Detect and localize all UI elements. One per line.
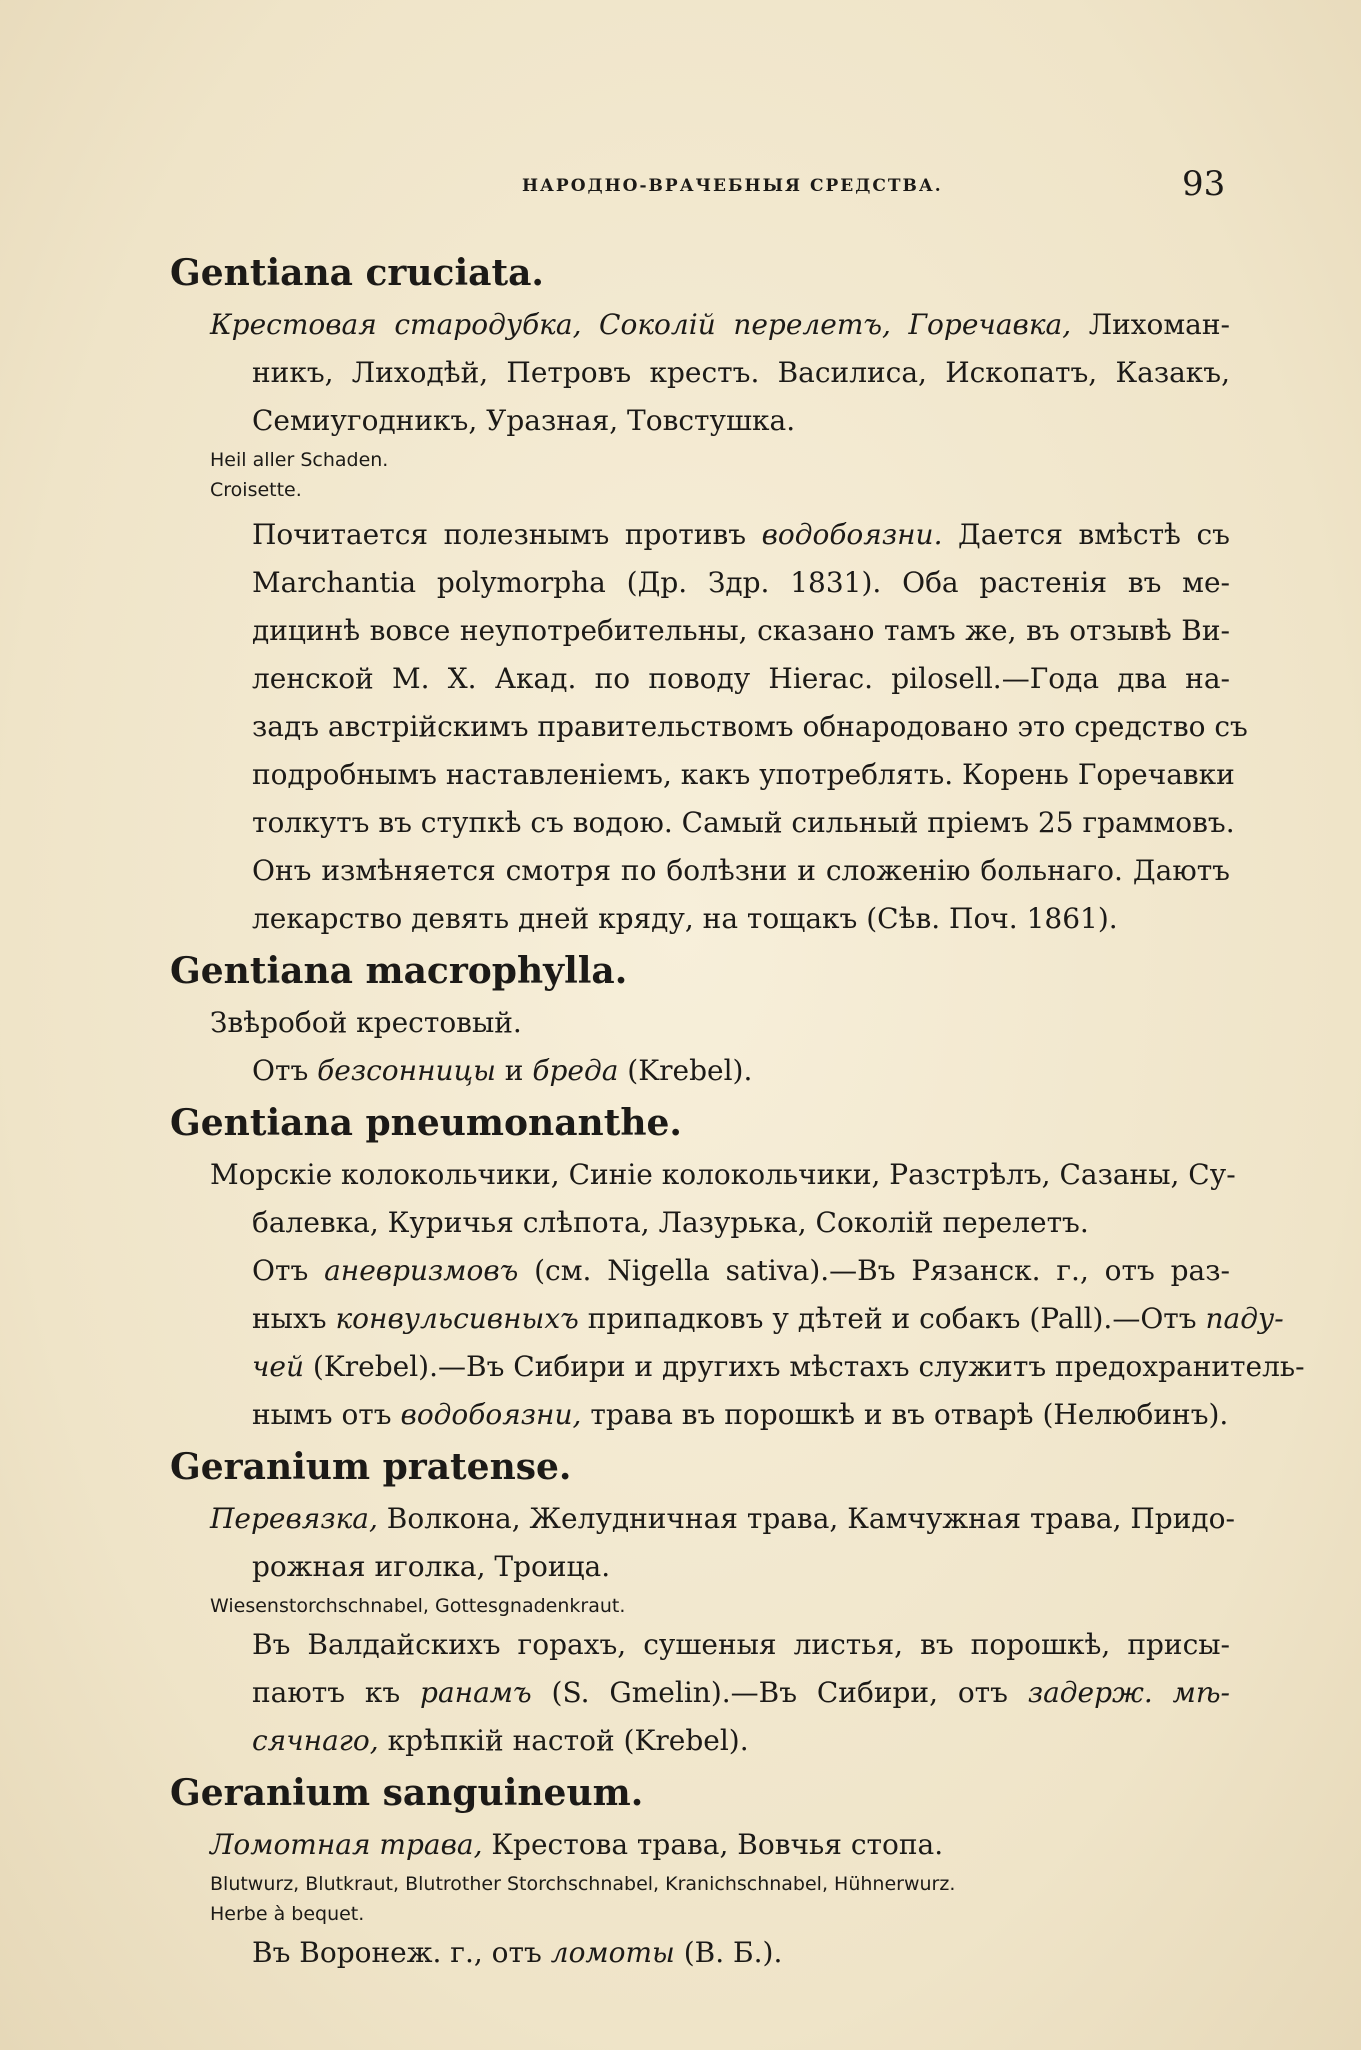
text-line: Marchantia polymorpha (Др. Здр. 1831). Оба растенія въ ме- (252, 566, 1230, 599)
text-line: ленской М. Х. Акад. по поводу Hierac. pilosell.—Года два на- (252, 662, 1230, 695)
text-line: нымъ отъ водобоязни, трава въ порошкѣ и въ отварѣ (Нелюбинъ). (252, 1398, 1229, 1431)
text-line: задъ австрійскимъ правительствомъ обнародовано это средство съ (252, 710, 1248, 743)
entry-title: Gentiana pneumonanthe. (170, 1102, 682, 1144)
names-line: Семиугодникъ, Уразная, Товстушка. (252, 404, 796, 437)
text-line: дицинѣ вовсе неупотребительны, сказано тамъ же, въ отзывѣ Ви- (252, 614, 1230, 647)
names-line: Крестовая стародубка, Соколій перелетъ, Горечавка, Лихоман- (210, 308, 1230, 341)
names-line: никъ, Лиходѣй, Петровъ крестъ. Василиса, Ископатъ, Казакъ, (252, 356, 1230, 389)
names-line: рожная иголка, Троица. (252, 1550, 611, 1583)
names-line: балевка, Куричья слѣпота, Лазурька, Соколій перелетъ. (252, 1206, 1089, 1239)
entry-title: Geranium sanguineum. (170, 1772, 644, 1814)
text-line: подробнымъ наставленіемъ, какъ употреблять. Корень Горечавки (252, 758, 1235, 791)
foreign-name: Croisette. (210, 479, 302, 501)
text-line: Онъ измѣняется смотря по болѣзни и сложенію больнаго. Даютъ (252, 854, 1230, 887)
foreign-name: Wiesenstorchschnabel, Gottesgnadenkraut. (210, 1595, 626, 1617)
text-line: Отъ безсонницы и бреда (Krebel). (252, 1054, 753, 1087)
page-number: 93 (1182, 164, 1226, 204)
text-line: Почитается полезнымъ противъ водобоязни. Дается вмѣстѣ съ (252, 518, 1230, 551)
names-line: Морскіе колокольчики, Синіе колокольчики, Разстрѣлъ, Сазаны, Су- (210, 1158, 1236, 1191)
entry-title: Geranium pratense. (170, 1446, 572, 1488)
names-line: Ломотная трава, Крестова трава, Вовчья стопа. (210, 1828, 944, 1861)
names-line: Перевязка, Волкона, Желудничная трава, Камчужная трава, Придо- (210, 1502, 1235, 1535)
page-content (170, 245, 1305, 1977)
text-line: толкутъ въ ступкѣ съ водою. Самый сильный пріемъ 25 граммовъ. (252, 806, 1235, 839)
text-line: лекарство девять дней кряду, на тощакъ (Сѣв. Поч. 1861). (252, 902, 1118, 935)
foreign-name: Blutwurz, Blutkraut, Blutrother Storchschnabel, Kranichschnabel, Hühnerwurz. (210, 1873, 956, 1895)
entry-title: Gentiana cruciata. (170, 252, 544, 294)
entry-title: Gentiana macrophylla. (170, 950, 628, 992)
names-line: Звѣробой крестовый. (210, 1006, 522, 1039)
foreign-name: Herbe à bequet. (210, 1903, 365, 1925)
text-line: ныхъ конвульсивныхъ припадковъ у дѣтей и собакъ (Pall).—Отъ паду- (252, 1302, 1284, 1335)
text-line: Въ Воронеж. г., отъ ломоты (В. Б.). (252, 1936, 783, 1969)
foreign-name: Heil aller Schaden. (210, 449, 389, 471)
text-line: паютъ къ ранамъ (S. Gmelin).—Въ Сибири, отъ задерж. мѣ- (252, 1676, 1230, 1709)
running-header: НАРОДНО-ВРАЧЕБНЫЯ СРЕДСТВА. (522, 176, 943, 196)
text-line: Въ Валдайскихъ горахъ, сушеныя листья, въ порошкѣ, присы- (252, 1628, 1230, 1661)
text-line: чей (Krebel).—Въ Сибири и другихъ мѣстахъ служитъ предохранитель- (252, 1350, 1305, 1383)
text-line: сячнаго, крѣпкій настой (Krebel). (252, 1724, 749, 1757)
text-line: Отъ аневризмовъ (см. Nigella sativa).—Въ Рязанск. г., отъ раз- (252, 1254, 1230, 1287)
